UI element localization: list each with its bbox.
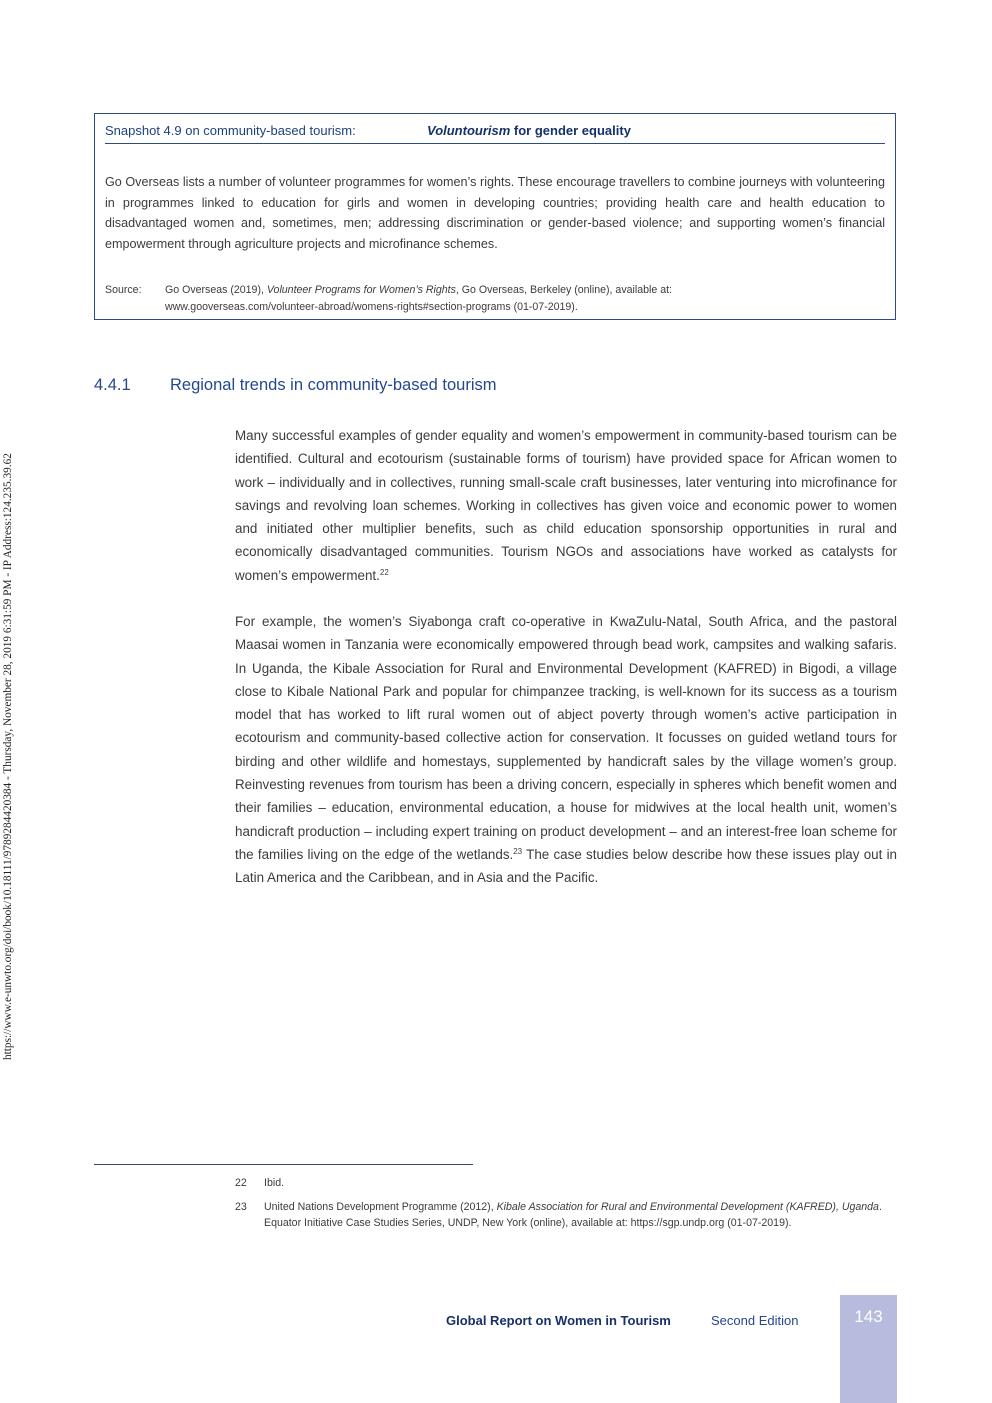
footnote-text: Ibid.	[264, 1177, 285, 1189]
paragraph-2-text-b: The case studies below describe how these issues play out in Latin America and the Caribbean, and in Asia and the Pacific.	[235, 846, 897, 886]
footnote-number: 22	[235, 1177, 247, 1189]
section-number: 4.4.1	[94, 376, 131, 394]
footnote-23	[235, 1199, 897, 1231]
page-number: 143	[854, 1307, 883, 1326]
source-text-pre: Go Overseas (2019),	[165, 284, 267, 296]
download-stamp	[0, 340, 20, 1060]
footnote-ref-22[interactable]: 22	[379, 567, 389, 577]
footnote-ref-23[interactable]: 23	[513, 846, 523, 856]
section-title: Regional trends in community-based tourism	[170, 376, 497, 394]
page-number-tab	[840, 1295, 897, 1403]
snapshot-box	[94, 113, 896, 320]
paragraph-2-text-a: For example, the women’s Siyabonga craft co-operative in KwaZulu-Natal, South Africa, and the pastoral Maasai women in Tanzania were economically empowered through bead work, campsites and walking safaris. In Uganda, the Kibale Association for Rural and Environmental Development (KAFRED) in Bigodi, a village close to Kibale National Park and popular for chimpanzee tracking, is well-known for its success as a tourism model that has worked to lift rural women out of abject poverty through women’s active participation in ecotourism and community-based collective action for conservation. It focusses on guided wetland tours for birding and other wildlife and homestays, supplemented by handicraft sales by the village women’s group. Reinvesting revenues from tourism has been a driving concern, especially in spheres which benefit women and their families – education, environmental education, a house for midwives at the local health unit, women’s handicraft production – including expert training on product development – and an interest-free loan scheme for the families living on the edge of the wetlands.	[235, 614, 897, 862]
footnote-22	[235, 1175, 897, 1191]
paragraph-2	[235, 610, 897, 890]
footnote-number: 23	[235, 1201, 247, 1213]
source-url[interactable]: www.gooverseas.com/volunteer-abroad/womens-rights#section-programs (01-07-2019).	[165, 300, 578, 313]
source-text	[165, 282, 885, 315]
footnote-divider	[94, 1164, 473, 1165]
snapshot-body: Go Overseas lists a number of volunteer programmes for women’s rights. These encourage travellers to combine journeys with volunteering in programmes linked to education for girls and women in developing countries; providing health care and health education to disadvantaged women and, sometimes, men; addressing discrimination or gender-based violence; and supporting women’s financial empowerment through agriculture projects and microfinance schemes.	[105, 175, 885, 251]
snapshot-label: Snapshot 4.9 on community-based tourism:	[105, 123, 356, 138]
footnote-text	[264, 1199, 897, 1231]
footer-edition: Second Edition	[711, 1313, 799, 1328]
footnote-text-italic: Kibale Association for Rural and Environmental Development (KAFRED), Uganda	[496, 1201, 879, 1213]
footnote-text-pre: United Nations Development Programme (2012),	[264, 1201, 497, 1213]
download-stamp-text: https://www.e-unwto.org/doi/book/10.18111/9789284420384 - Thursday, November 28, 2019 6:31:59 PM - IP Address:124.235.39.62	[2, 453, 14, 1060]
paragraph-1-text: Many successful examples of gender equality and women’s empowerment in community-based tourism can be identified. Cultural and ecotourism (sustainable forms of tourism) have provided space for African women to work – individually and in collectives, running small-scale craft businesses, later venturing into microfinance for savings and revolving loan schemes. Working in collectives has given voice and economic power to women and initiated other multiplier benefits, such as child education sponsorship opportunities in rural and economically disadvantaged communities. Tourism NGOs and associations have worked as catalysts for women’s empowerment.	[235, 428, 897, 583]
footer-report-title: Global Report on Women in Tourism	[446, 1313, 671, 1328]
source-text-italic: Volunteer Programs for Women’s Rights	[266, 284, 456, 296]
snapshot-title-rest: for gender equality	[510, 123, 631, 138]
paragraph-1	[235, 424, 897, 587]
footnote-text-post: . Equator Initiative Case Studies Series, UNDP, New York (online), available at: https://sgp.undp.org (01-07-2019).	[264, 1201, 882, 1229]
source-label: Source:	[105, 284, 142, 296]
snapshot-title-italic: Voluntourism	[427, 123, 511, 138]
snapshot-title	[427, 123, 631, 138]
snapshot-header	[105, 123, 885, 144]
source-text-post: , Go Overseas, Berkeley (online), available at:	[455, 284, 672, 296]
